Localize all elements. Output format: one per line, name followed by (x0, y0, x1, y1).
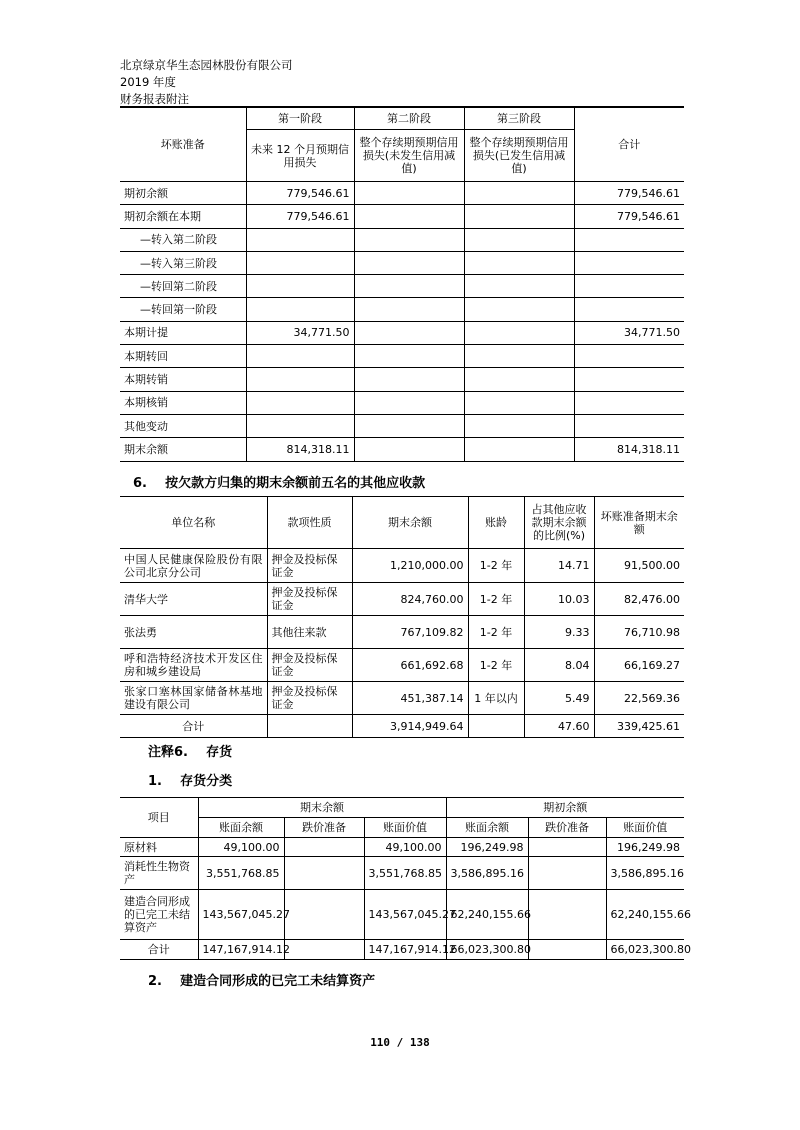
nature: 押金及投标保证金 (267, 649, 352, 682)
inventory-value: 62,240,155.66 (446, 890, 528, 940)
row-label: —转入第三阶段 (120, 251, 246, 274)
stage1-value (246, 228, 354, 251)
inventory-value (528, 857, 606, 890)
item-label: 合计 (120, 940, 198, 960)
total-value (574, 391, 684, 414)
stage2-value (354, 298, 464, 321)
stage3-value (464, 414, 574, 437)
stage2-value (354, 414, 464, 437)
item-label: 消耗性生物资产 (120, 857, 198, 890)
stage1-value (246, 368, 354, 391)
row-label: 本期计提 (120, 321, 246, 344)
stage1-value (246, 275, 354, 298)
th-sub: 账面价值 (606, 818, 684, 838)
balance: 451,387.14 (352, 682, 468, 715)
total-value (574, 228, 684, 251)
total-value: 779,546.61 (574, 205, 684, 228)
unit-name: 清华大学 (120, 583, 267, 616)
stage1-value (246, 251, 354, 274)
inventory-value (528, 890, 606, 940)
th-begin-balance: 期初余额 (446, 798, 684, 818)
table-row (120, 414, 684, 437)
table-row (120, 205, 684, 228)
subsection-1-heading (148, 770, 232, 789)
stage3-value (464, 298, 574, 321)
row-label: 期末余额 (120, 438, 246, 461)
stage1-value: 814,318.11 (246, 438, 354, 461)
th-sub: 账面余额 (198, 818, 284, 838)
table-row (120, 298, 684, 321)
th-age: 账龄 (468, 497, 524, 549)
stage3-value (464, 391, 574, 414)
total-row (120, 940, 684, 960)
table-row (120, 182, 684, 205)
total-value (574, 414, 684, 437)
unit-name: 张法勇 (120, 616, 267, 649)
col-stage2-desc: 整个存续期预期信用损失(未发生信用减值) (354, 130, 464, 182)
stage2-value (354, 345, 464, 368)
item-label: 建造合同形成的已完工未结算资产 (120, 890, 198, 940)
subsection-2-heading (148, 970, 375, 989)
table-row (120, 321, 684, 344)
table-row (120, 616, 684, 649)
col-header-provision: 坏账准备 (120, 108, 246, 182)
col-stage1-desc: 未来 12 个月预期信用损失 (246, 130, 354, 182)
ratio: 10.03 (524, 583, 594, 616)
note-label: 注释6. (148, 745, 188, 760)
bad-debt: 82,476.00 (594, 583, 684, 616)
inventory-value: 3,586,895.16 (606, 857, 684, 890)
note-title: 存货 (206, 745, 233, 760)
age (468, 715, 524, 738)
stage3-value (464, 228, 574, 251)
nature: 其他往来款 (267, 616, 352, 649)
stage1-value (246, 298, 354, 321)
table-row (120, 368, 684, 391)
stage1-value: 779,546.61 (246, 205, 354, 228)
table-row (120, 838, 684, 857)
stage2-value (354, 368, 464, 391)
stage3-value (464, 345, 574, 368)
section-6-heading (133, 472, 425, 491)
inventory-value: 3,586,895.16 (446, 857, 528, 890)
unit-name: 中国人民健康保险股份有限公司北京分公司 (120, 549, 267, 583)
th-sub: 账面余额 (446, 818, 528, 838)
ratio: 9.33 (524, 616, 594, 649)
table-row (120, 890, 684, 940)
unit-name: 张家口塞林国家储备林基地建设有限公司 (120, 682, 267, 715)
table-row (120, 438, 684, 461)
inventory-value: 62,240,155.66 (606, 890, 684, 940)
th-sub: 跌价准备 (284, 818, 364, 838)
stage3-value (464, 251, 574, 274)
stage3-value (464, 438, 574, 461)
inventory-value: 3,551,768.85 (364, 857, 446, 890)
total-value: 779,546.61 (574, 182, 684, 205)
row-label: 期初余额在本期 (120, 205, 246, 228)
inventory-value: 196,249.98 (606, 838, 684, 857)
total-value (574, 368, 684, 391)
subsection-number: 1. (148, 774, 162, 789)
stage2-value (354, 182, 464, 205)
th-nature: 款项性质 (267, 497, 352, 549)
stage2-value (354, 205, 464, 228)
stage2-value (354, 275, 464, 298)
inventory-value: 66,023,300.80 (446, 940, 528, 960)
th-ratio: 占其他应收款期末余额的比例(%) (524, 497, 594, 549)
balance: 767,109.82 (352, 616, 468, 649)
stage3-value (464, 205, 574, 228)
nature (267, 715, 352, 738)
report-year: 2019 年度 (120, 75, 176, 89)
total-value (574, 275, 684, 298)
bad-debt: 76,710.98 (594, 616, 684, 649)
doc-title: 财务报表附注 (120, 92, 189, 106)
nature: 押金及投标保证金 (267, 549, 352, 583)
balance: 3,914,949.64 (352, 715, 468, 738)
section-number: 6. (133, 476, 147, 491)
bad-debt: 22,569.36 (594, 682, 684, 715)
note-6-heading (148, 741, 232, 760)
row-label: —转回第二阶段 (120, 275, 246, 298)
balance: 1,210,000.00 (352, 549, 468, 583)
col-stage1: 第一阶段 (246, 108, 354, 130)
ratio: 47.60 (524, 715, 594, 738)
bad-debt-stage-table (120, 107, 684, 462)
total-value (574, 298, 684, 321)
unit-name: 呼和浩特经济技术开发区住房和城乡建设局 (120, 649, 267, 682)
th-end-balance: 期末余额 (198, 798, 446, 818)
stage2-value (354, 321, 464, 344)
inventory-value: 196,249.98 (446, 838, 528, 857)
table-row (120, 251, 684, 274)
total-value (574, 251, 684, 274)
top-five-receivables-table (120, 496, 684, 738)
age: 1-2 年 (468, 616, 524, 649)
row-label: 其他变动 (120, 414, 246, 437)
ratio: 5.49 (524, 682, 594, 715)
stage1-value (246, 391, 354, 414)
page-header (120, 57, 293, 108)
inventory-value (528, 838, 606, 857)
th-item: 项目 (120, 798, 198, 838)
stage3-value (464, 368, 574, 391)
bad-debt: 339,425.61 (594, 715, 684, 738)
inventory-value (284, 857, 364, 890)
row-label: 本期转回 (120, 345, 246, 368)
row-label: 本期核销 (120, 391, 246, 414)
table-row (120, 275, 684, 298)
stage3-value (464, 321, 574, 344)
inventory-table (120, 797, 692, 960)
age: 1-2 年 (468, 549, 524, 583)
inventory-value (284, 838, 364, 857)
ratio: 14.71 (524, 549, 594, 583)
inventory-value: 3,551,768.85 (198, 857, 284, 890)
table-row (120, 857, 684, 890)
inventory-value: 66,023,300.80 (606, 940, 684, 960)
th-sub: 跌价准备 (528, 818, 606, 838)
inventory-value: 147,167,914.12 (364, 940, 446, 960)
bad-debt: 91,500.00 (594, 549, 684, 583)
total-value (574, 345, 684, 368)
table-row (120, 682, 684, 715)
stage2-value (354, 391, 464, 414)
table-row (120, 649, 684, 682)
item-label: 原材料 (120, 838, 198, 857)
ratio: 8.04 (524, 649, 594, 682)
nature: 押金及投标保证金 (267, 682, 352, 715)
subsection-title: 存货分类 (180, 774, 233, 789)
total-row (120, 715, 684, 738)
th-balance: 期末余额 (352, 497, 468, 549)
balance: 661,692.68 (352, 649, 468, 682)
stage2-value (354, 251, 464, 274)
table-row (120, 391, 684, 414)
table-row (120, 345, 684, 368)
age: 1 年以内 (468, 682, 524, 715)
inventory-value (528, 940, 606, 960)
age: 1-2 年 (468, 583, 524, 616)
col-stage3-desc: 整个存续期预期信用损失(已发生信用减值) (464, 130, 574, 182)
inventory-value: 147,167,914.12 (198, 940, 284, 960)
inventory-value: 143,567,045.27 (364, 890, 446, 940)
col-total: 合计 (574, 108, 684, 182)
subsection-title: 建造合同形成的已完工未结算资产 (180, 974, 376, 989)
th-sub: 账面价值 (364, 818, 446, 838)
stage1-value: 779,546.61 (246, 182, 354, 205)
inventory-value (284, 890, 364, 940)
row-label: —转入第二阶段 (120, 228, 246, 251)
stage1-value: 34,771.50 (246, 321, 354, 344)
col-stage3: 第三阶段 (464, 108, 574, 130)
total-value: 814,318.11 (574, 438, 684, 461)
table-row (120, 549, 684, 583)
unit-name: 合计 (120, 715, 267, 738)
stage1-value (246, 345, 354, 368)
inventory-value: 143,567,045.27 (198, 890, 284, 940)
total-value: 34,771.50 (574, 321, 684, 344)
subsection-number: 2. (148, 974, 162, 989)
bad-debt: 66,169.27 (594, 649, 684, 682)
stage3-value (464, 275, 574, 298)
th-bad-debt: 坏账准备期末余额 (594, 497, 684, 549)
age: 1-2 年 (468, 649, 524, 682)
section-title: 按欠款方归集的期末余额前五名的其他应收款 (165, 476, 426, 491)
th-unit-name: 单位名称 (120, 497, 267, 549)
inventory-value: 49,100.00 (364, 838, 446, 857)
table-row (120, 228, 684, 251)
row-label: 本期转销 (120, 368, 246, 391)
nature: 押金及投标保证金 (267, 583, 352, 616)
stage1-value (246, 414, 354, 437)
inventory-value: 49,100.00 (198, 838, 284, 857)
row-label: —转回第一阶段 (120, 298, 246, 321)
company-name: 北京绿京华生态园林股份有限公司 (120, 58, 293, 72)
stage3-value (464, 182, 574, 205)
stage2-value (354, 228, 464, 251)
col-stage2: 第二阶段 (354, 108, 464, 130)
inventory-value (284, 940, 364, 960)
stage2-value (354, 438, 464, 461)
balance: 824,760.00 (352, 583, 468, 616)
page-number: 110 / 138 (370, 1036, 430, 1049)
table-row (120, 583, 684, 616)
row-label: 期初余额 (120, 182, 246, 205)
